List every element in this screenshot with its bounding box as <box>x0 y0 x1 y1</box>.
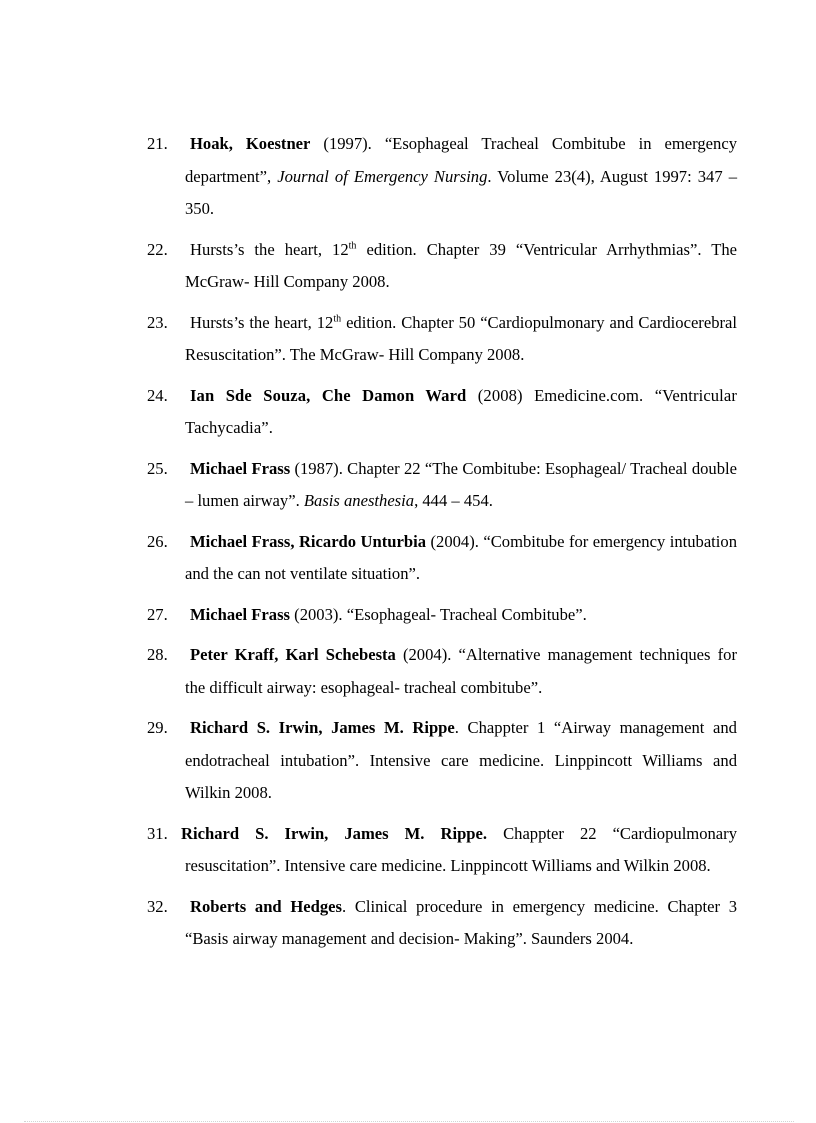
reference-body: Chappter 22 “Cardiopulmonary resuscitation”. Intensive care medicine. Linppincott Williams and Wilkin 2008. <box>185 823 737 875</box>
reference-journal: Journal of Emergency Nursing <box>277 166 488 186</box>
reference-text <box>185 459 737 511</box>
reference-number: 29. <box>147 718 168 737</box>
reference-authors: Roberts and Hedges <box>190 896 342 916</box>
reference-text <box>185 718 737 802</box>
reference-number: 21. <box>147 134 168 153</box>
reference-superscript: th <box>348 239 357 251</box>
reference-authors: Richard S. Irwin, James M. Rippe <box>190 718 455 737</box>
reference-number: 25. <box>147 458 168 478</box>
reference-item <box>147 818 737 883</box>
reference-body: (1997). “Esophageal Tracheal Combitube in emergency department”, <box>185 134 737 186</box>
reference-authors: Ian Sde Souza, Che Damon Ward <box>190 385 467 405</box>
reference-body: (2008) Emedicine.com. “Ventricular Tachycadia”. <box>185 385 737 437</box>
reference-body-end: edition. Chapter 39 “Ventricular Arrhythmias”. The McGraw- Hill Company 2008. <box>185 239 737 291</box>
reference-text <box>185 897 737 949</box>
reference-authors: Richard S. Irwin, James M. Rippe. <box>181 823 488 843</box>
reference-text <box>190 605 587 624</box>
reference-body-end: . Volume 23(4), August 1997: 347 – 350. <box>185 166 737 218</box>
reference-superscript: th <box>333 312 342 324</box>
reference-number: 24. <box>147 385 168 405</box>
reference-text <box>185 532 737 584</box>
reference-text <box>185 240 737 292</box>
reference-body-end: , 444 – 454. <box>414 491 493 510</box>
reference-list <box>147 128 737 964</box>
reference-number: 26. <box>147 531 168 551</box>
reference-authors: Hoak, Koestner <box>190 134 311 153</box>
reference-body: . Clinical procedure in emergency medicine. Chapter 3 “Basis airway management and decision- Making”. Saunders 2004. <box>185 896 737 948</box>
reference-body: Hursts’s the heart, 12 <box>190 312 334 332</box>
reference-journal: Basis anesthesia <box>303 491 415 510</box>
reference-text <box>185 386 737 438</box>
reference-item <box>147 453 737 518</box>
reference-authors: Michael Frass, Ricardo Unturbia <box>190 531 427 551</box>
reference-number: 32. <box>147 896 168 916</box>
reference-text <box>185 645 737 697</box>
reference-item <box>147 380 737 445</box>
reference-body-end: edition. Chapter 50 “Cardiopulmonary and Cardiocerebral Resuscitation”. The McGraw- Hill Company 2008. <box>185 312 737 364</box>
reference-number: 23. <box>147 312 168 332</box>
reference-number: 22. <box>147 239 168 259</box>
reference-number: 27. <box>147 604 168 624</box>
reference-item <box>147 307 737 372</box>
reference-text <box>185 134 737 218</box>
reference-number: 28. <box>147 645 168 664</box>
reference-number: 31. <box>147 823 168 843</box>
reference-item <box>147 526 737 591</box>
reference-body: . Chappter 1 “Airway management and endotracheal intubation”. Intensive care medicine. Linppincott Williams and Wilkin 2008. <box>185 718 737 802</box>
reference-item <box>147 639 737 704</box>
reference-item <box>147 712 737 810</box>
reference-body: (2004). “Alternative management techniques for the difficult airway: esophageal- tracheal combitube”. <box>185 645 737 697</box>
reference-text <box>185 313 737 365</box>
reference-body: (2003). “Esophageal- Tracheal Combitube”. <box>290 604 587 624</box>
reference-authors: Peter Kraff, Karl Schebesta <box>190 645 396 664</box>
reference-body: (1987). Chapter 22 “The Combitube: Esophageal/ Tracheal double – lumen airway”. <box>185 458 737 510</box>
reference-authors: Michael Frass <box>190 604 291 624</box>
reference-body: (2004). “Combitube for emergency intubation and the can not ventilate situation”. <box>185 531 737 583</box>
reference-body: Hursts’s the heart, 12 <box>190 239 349 259</box>
page-bottom-rule <box>24 1121 794 1122</box>
reference-text <box>181 824 737 876</box>
reference-item <box>147 234 737 299</box>
reference-item <box>147 891 737 956</box>
reference-item <box>147 128 737 226</box>
reference-authors: Michael Frass <box>190 458 291 478</box>
reference-item <box>147 599 737 632</box>
